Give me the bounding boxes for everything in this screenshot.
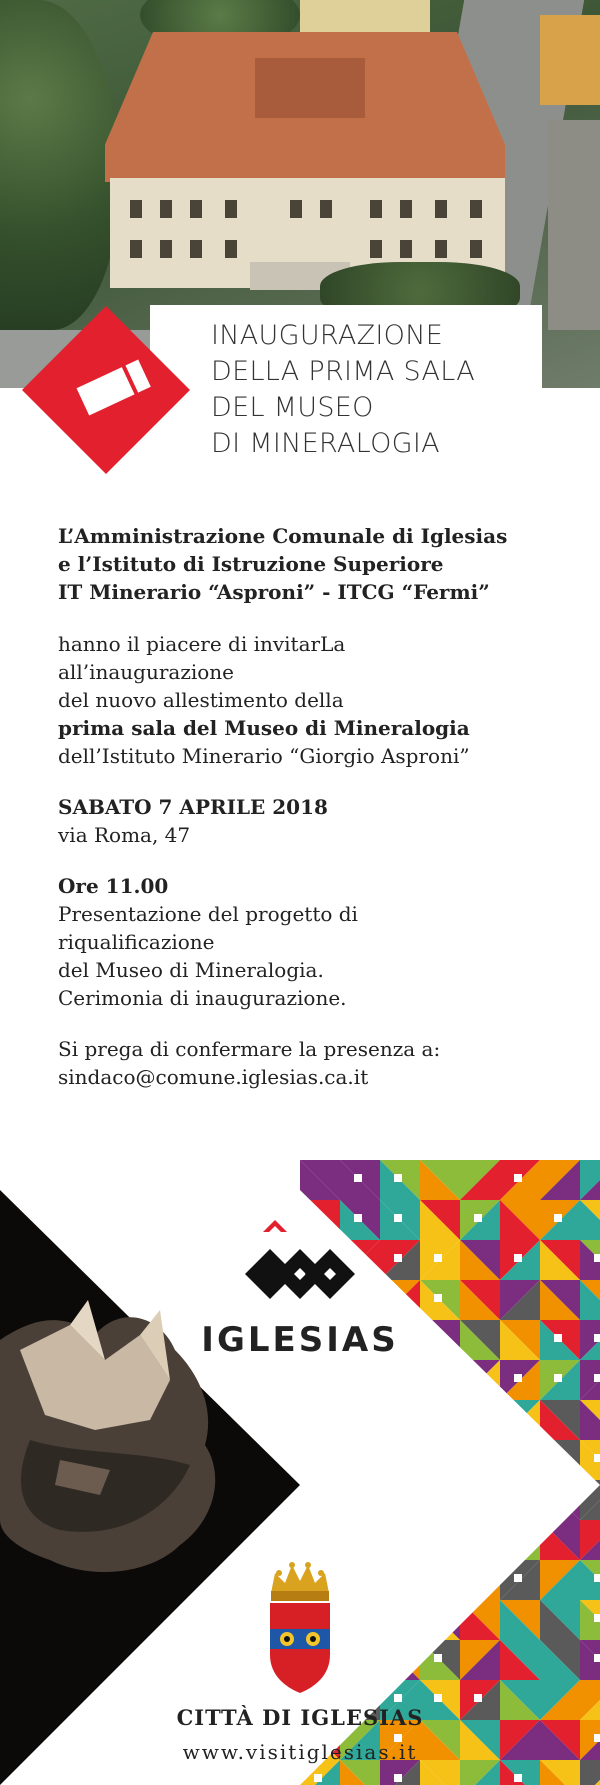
title-line: DELLA PRIMA SALA [211,356,476,387]
event-time: Ore 11.00 [58,874,169,898]
rsvp [58,1035,558,1091]
event-date: SABATO 7 APRILE 2018 [58,795,328,819]
city-coat-of-arms-icon [265,1555,335,1695]
page-title [211,318,541,462]
organizer-line: IT Minerario “Asproni” - ITCG “Fermi” [58,580,490,604]
program-line: Presentazione del progetto di [58,902,358,926]
footer-artwork [0,1160,600,1785]
event-details [58,793,558,849]
invite-line: dell’Istituto Minerario “Giorgio Asproni” [58,744,470,768]
title-line: DEL MUSEO [211,392,374,423]
invite-line: hanno il piacere di invitarLa [58,632,346,656]
website-link[interactable]: www.visitiglesias.it [182,1740,418,1764]
rsvp-email[interactable]: sindaco@comune.iglesias.ca.it [58,1065,369,1089]
iglesias-brand [200,1218,400,1360]
organizers [58,522,558,606]
invitation-message [58,630,558,770]
red-diamond-logo-icon [22,306,190,474]
invitation-text [58,522,558,1091]
invite-line: del nuovo allestimento della [58,688,344,712]
program-line: riqualificazione [58,930,215,954]
title-line: DI MINERALOGIA [211,428,440,459]
organizer-line: e l’Istituto di Istruzione Superiore [58,552,444,576]
title-line: INAUGURAZIONE [211,320,444,351]
rsvp-text: Si prega di confermare la presenza a: [58,1037,441,1061]
organizer-line: L’Amministrazione Comunale di Iglesias [58,524,508,548]
mineral-specimen-image [0,1280,230,1590]
program-line: del Museo di Mineralogia. [58,958,324,982]
invite-line: all’inaugurazione [58,660,235,684]
iglesias-diamonds-logo-icon [215,1218,385,1310]
city-name: CITTÀ DI IGLESIAS [176,1705,424,1730]
program-line: Cerimonia di inaugurazione. [58,986,347,1010]
event-program [58,872,558,1012]
brand-name: IGLESIAS [201,1320,399,1360]
invite-line-bold: prima sala del Museo di Mineralogia [58,716,470,740]
event-address: via Roma, 47 [58,823,191,847]
